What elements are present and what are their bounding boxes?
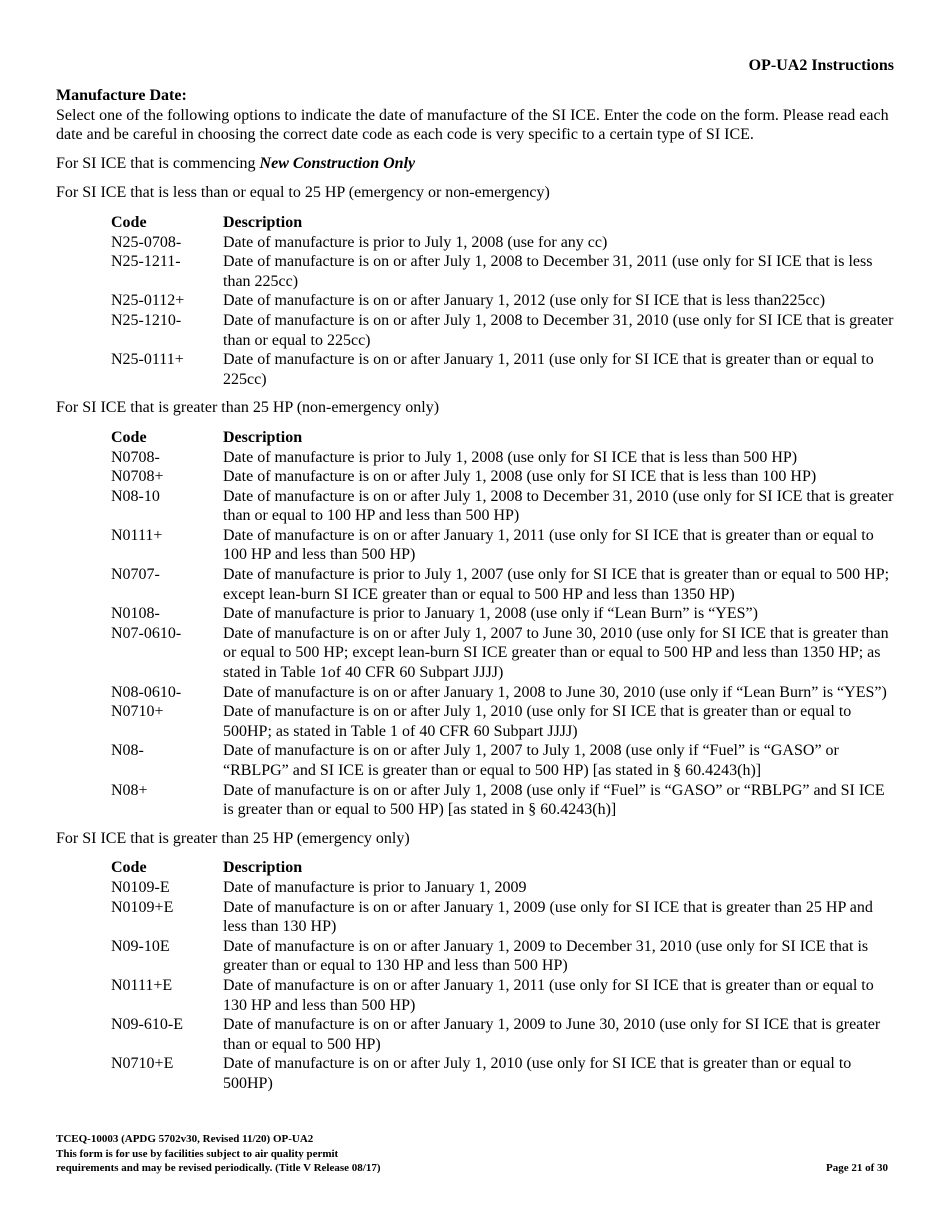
column-header-code: Code (111, 859, 147, 877)
description-cell: Date of manufacture is on or after January 1, 2012 (use only for SI ICE that is less than225cc) (223, 292, 826, 310)
code-cell: N0707- (111, 566, 160, 584)
table-row (111, 683, 896, 703)
code-cell: N07-0610- (111, 624, 182, 642)
footer-form-id: TCEQ-10003 (APDG 5702v30, Revised 11/20) OP-UA2 (56, 1133, 314, 1145)
table-row (111, 350, 896, 389)
table-row (111, 741, 896, 780)
new-construction-line (56, 154, 896, 174)
code-cell: N0108- (111, 605, 160, 623)
description-cell: Date of manufacture is prior to July 1, 2007 (use only for SI ICE that is greater than or equal to 500 HP; except lean-burn SI ICE greater than or equal to 500 HP and less than 1350 HP) (223, 566, 890, 603)
table-row (111, 565, 896, 604)
table-row (111, 898, 896, 937)
table-header-row (111, 428, 896, 448)
code-cell: N25-0111+ (111, 351, 184, 369)
code-cell: N0710+ (111, 703, 164, 721)
new-construction-prefix: For SI ICE that is commencing (56, 154, 260, 172)
description-cell: Date of manufacture is on or after July 1, 2008 (use only if “Fuel” is “GASO” or “RBLPG” and SI ICE is greater than or equal to 500 HP) [as stated in § 60.4243(h)] (223, 781, 885, 819)
description-cell: Date of manufacture is on or after July 1, 2008 to December 31, 2010 (use only for SI ICE that is greater than or equal to 225cc) (223, 311, 894, 349)
description-cell: Date of manufacture is prior to July 1, 2008 (use only for SI ICE that is less than 500 HP) (223, 448, 798, 466)
code-cell: N0708- (111, 448, 160, 466)
table-row (111, 252, 896, 291)
description-cell: Date of manufacture is on or after January 1, 2009 (use only for SI ICE that is greater than 25 HP and less than 130 HP) (223, 898, 873, 936)
description-cell: Date of manufacture is on or after January 1, 2009 to December 31, 2010 (use only for SI ICE that is greater than or equal to 130 HP and less than 500 HP) (223, 937, 869, 975)
page-number: Page 21 of 30 (825, 1162, 888, 1174)
section-heading: Manufacture Date: (56, 87, 187, 104)
column-header-code: Code (111, 213, 147, 231)
description-cell: Date of manufacture is on or after January 1, 2011 (use only for SI ICE that is greater than or equal to 130 HP and less than 500 HP) (223, 976, 874, 1014)
code-cell: N25-0708- (111, 233, 182, 251)
table-row (111, 1054, 896, 1093)
description-cell: Date of manufacture is on or after January 1, 2008 to June 30, 2010 (use only if “Lean Burn” is “YES”) (223, 683, 887, 701)
section-title-le-25hp: For SI ICE that is less than or equal to 25 HP (emergency or non-emergency) (56, 184, 550, 202)
codes-table-gt-25hp-emergency (111, 858, 896, 1093)
description-cell: Date of manufacture is on or after July 1, 2008 to December 31, 2011 (use only for SI ICE that is less than 225cc) (223, 253, 873, 290)
code-cell: N0710+E (111, 1055, 174, 1073)
code-cell: N08+ (111, 781, 148, 799)
table-row (111, 1015, 896, 1054)
section-title-gt-25hp-emergency: For SI ICE that is greater than 25 HP (emergency only) (56, 829, 410, 847)
table-header-row (111, 213, 896, 233)
table-row (111, 604, 896, 624)
table-row (111, 937, 896, 976)
code-cell: N0111+ (111, 526, 163, 544)
code-cell: N0708+ (111, 468, 164, 486)
code-cell: N25-0112+ (111, 292, 185, 310)
table-body (111, 878, 896, 1094)
description-cell: Date of manufacture is prior to January 1, 2008 (use only if “Lean Burn” is “YES”) (223, 605, 758, 623)
description-cell: Date of manufacture is prior to July 1, 2008 (use for any cc) (223, 233, 608, 251)
codes-table-gt-25hp-non-emergency (111, 428, 896, 820)
table-row (111, 233, 896, 253)
code-cell: N0109-E (111, 878, 170, 896)
intro-paragraph: Select one of the following options to indicate the date of manufacture of the SI ICE. Enter the code on the form. Please read each date and be careful in choosing the correct date code as each code is very specific to a certain type of SI ICE. (56, 106, 889, 144)
description-cell: Date of manufacture is on or after July 1, 2008 to December 31, 2010 (use only for SI ICE that is greater than or equal to 100 HP and less than 500 HP) (223, 487, 894, 525)
column-header-code: Code (111, 428, 147, 446)
table-row (111, 487, 896, 526)
table-row (111, 311, 896, 350)
footer-revision-note: requirements and may be revised periodically. (Title V Release 08/17) (56, 1162, 381, 1174)
page-footer (56, 1132, 888, 1176)
code-cell: N08-10 (111, 487, 160, 505)
table-body (111, 233, 896, 390)
description-cell: Date of manufacture is on or after January 1, 2009 to June 30, 2010 (use only for SI ICE that is greater than or equal to 500 HP) (223, 1016, 881, 1053)
footer-usage-note: This form is for use by facilities subject to air quality permit (56, 1147, 339, 1160)
new-construction-emphasis: New Construction Only (259, 154, 416, 172)
code-cell: N09-610-E (111, 1016, 183, 1034)
code-cell: N0109+E (111, 898, 174, 916)
description-cell: Date of manufacture is on or after July 1, 2007 to June 30, 2010 (use only for SI ICE that is greater than or equal to 500 HP; except lean-burn SI ICE greater than or equal to 500 HP and less than 1350 HP; as stated in Table 1of 40 CFR 60 Subpart JJJJ) (223, 624, 889, 682)
table-header-row (111, 858, 896, 878)
table-row (111, 291, 896, 311)
table-row (111, 781, 896, 820)
table-row (111, 526, 896, 565)
description-cell: Date of manufacture is on or after July 1, 2010 (use only for SI ICE that is greater than or equal to 500HP; as stated in Table 1 of 40 CFR 60 Subpart JJJJ) (223, 703, 852, 740)
description-cell: Date of manufacture is on or after January 1, 2011 (use only for SI ICE that is greater than or equal to 225cc) (223, 351, 874, 388)
table-row (111, 448, 896, 468)
description-cell: Date of manufacture is on or after July 1, 2008 (use only for SI ICE that is less than 100 HP) (223, 468, 817, 486)
code-cell: N08-0610- (111, 683, 182, 701)
code-cell: N08- (111, 742, 144, 760)
table-row (111, 624, 896, 683)
column-header-description: Description (223, 859, 303, 877)
table-row (111, 702, 896, 741)
table-row (111, 467, 896, 487)
table-body (111, 448, 896, 820)
page-header-title: OP-UA2 Instructions (748, 57, 894, 74)
column-header-description: Description (223, 213, 303, 231)
page-content (56, 86, 896, 1103)
description-cell: Date of manufacture is on or after January 1, 2011 (use only for SI ICE that is greater than or equal to 100 HP and less than 500 HP) (223, 526, 874, 564)
description-cell: Date of manufacture is prior to January 1, 2009 (223, 878, 527, 896)
table-row (111, 976, 896, 1015)
section-title-gt-25hp-non-emergency: For SI ICE that is greater than 25 HP (non-emergency only) (56, 399, 440, 417)
table-row (111, 878, 896, 898)
description-cell: Date of manufacture is on or after July 1, 2010 (use only for SI ICE that is greater than or equal to 500HP) (223, 1055, 852, 1092)
code-cell: N09-10E (111, 937, 170, 955)
code-cell: N25-1211- (111, 253, 181, 271)
code-cell: N25-1210- (111, 311, 182, 329)
code-cell: N0111+E (111, 976, 173, 994)
codes-table-le-25hp (111, 213, 896, 389)
description-cell: Date of manufacture is on or after July 1, 2007 to July 1, 2008 (use only if “Fuel” is “GASO” or “RBLPG” and SI ICE is greater than or equal to 500 HP) [as stated in § 60.4243(h)] (223, 742, 839, 779)
column-header-description: Description (223, 428, 303, 446)
